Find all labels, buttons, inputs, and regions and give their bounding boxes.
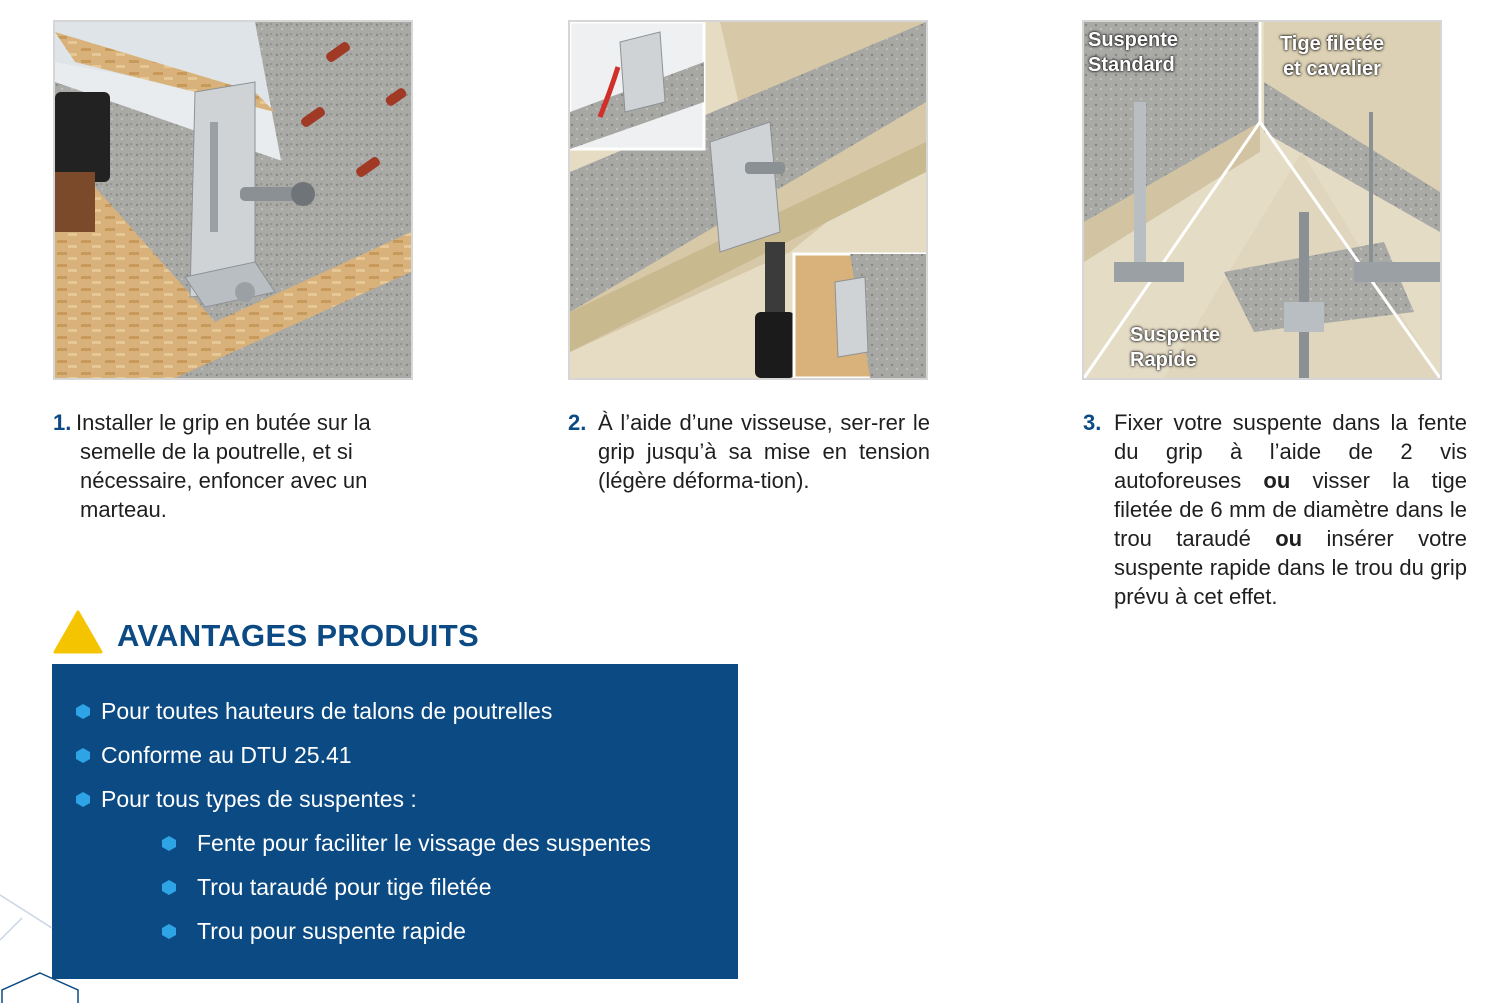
step-3-text-part: Fixer votre suspente dans la fente du grip à l’aide de 2 vis autoforeuses	[1114, 410, 1467, 493]
step-2-instruction	[568, 408, 930, 495]
step-3-illustration	[1082, 20, 1442, 380]
label-tige-filetee: Tige filetée et cavalier	[1279, 33, 1385, 80]
step-1-number: 1.	[53, 410, 72, 435]
decorative-hexagon-lines	[0, 880, 120, 1003]
step-3-emphasis-or: ou	[1263, 468, 1291, 493]
advantage-item-text: Pour tous types de suspentes :	[101, 786, 417, 812]
step-3-text-part: insérer votre suspente rapide dans le trou du grip prévu à cet effet.	[1114, 526, 1467, 609]
advantage-subitem-text: Trou pour suspente rapide	[197, 918, 466, 944]
step-1-instruction	[53, 408, 415, 524]
step-2-illustration	[568, 20, 928, 380]
step-2-number: 2.	[568, 410, 587, 435]
advantage-subitem-text: Fente pour faciliter le vissage des suspentes	[197, 830, 651, 856]
step-1-illustration	[53, 20, 413, 380]
advantages-title: AVANTAGES PRODUITS	[117, 618, 479, 653]
step-3-text	[1083, 408, 1467, 611]
step-3-emphasis-or: ou	[1275, 526, 1303, 551]
bullet-hexagon-icon	[162, 924, 176, 939]
step-3-number: 3.	[1083, 410, 1102, 435]
advantage-subitem-text: Trou taraudé pour tige filetée	[197, 874, 492, 900]
step-1-text: Installer le grip en butée sur la semelle de la poutrelle, et si nécessaire, enfoncer avec un marteau.	[76, 410, 371, 522]
step-3-instruction	[1083, 408, 1467, 611]
advantage-item-text: Pour toutes hauteurs de talons de poutrelles	[101, 698, 553, 724]
bullet-hexagon-icon	[76, 748, 90, 763]
advantage-item-text: Conforme au DTU 25.41	[101, 742, 352, 768]
bullet-hexagon-icon	[162, 836, 176, 851]
step-2-text: À l’aide d’une visseuse, ser-rer le grip jusqu’à sa mise en tension (légère déforma-tion).	[598, 410, 930, 493]
bullet-hexagon-icon	[76, 792, 90, 807]
warning-triangle-icon	[53, 610, 103, 654]
label-suspente-standard: Suspente Standard	[1088, 29, 1179, 76]
bullet-hexagon-icon	[76, 704, 90, 719]
advantages-box	[52, 664, 738, 979]
label-suspente-rapide: Suspente Rapide	[1130, 324, 1221, 371]
bullet-hexagon-icon	[162, 880, 176, 895]
step-3-text-part: visser la tige filetée de 6 mm de diamètre dans le trou taraudé	[1114, 468, 1467, 551]
